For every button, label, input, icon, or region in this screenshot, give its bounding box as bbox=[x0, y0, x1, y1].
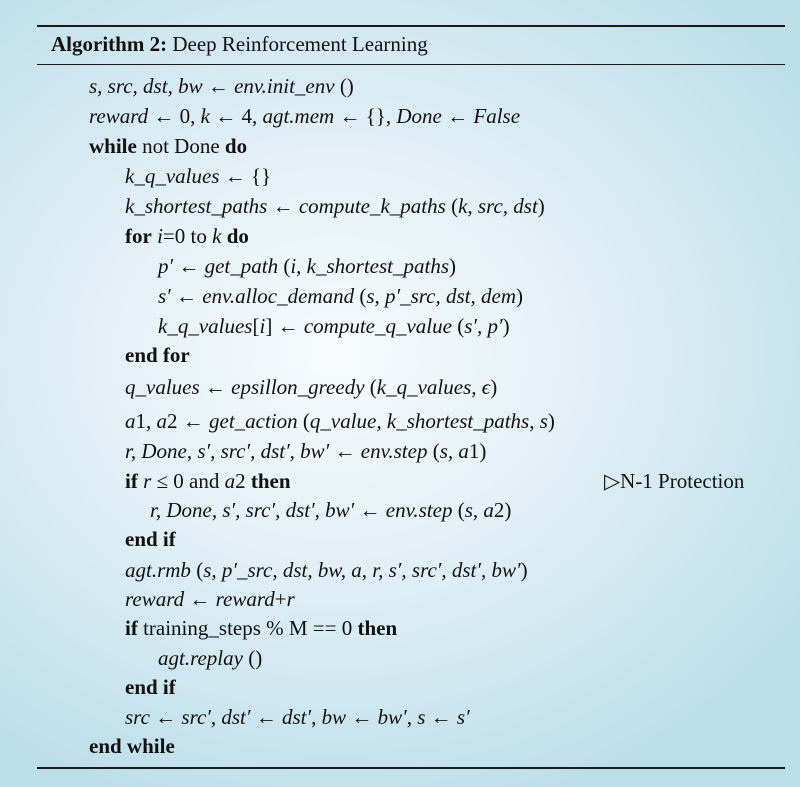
line-code: if r ≤ 0 and a2 then bbox=[125, 469, 291, 493]
line-code: if training_steps % M == 0 then bbox=[125, 616, 398, 640]
line-code: while not Done do bbox=[89, 134, 248, 158]
top-rule bbox=[37, 25, 785, 27]
bottom-rule bbox=[37, 767, 785, 769]
line-code: s′ ← env.alloc_demand (s, p′_src, dst, dem) bbox=[158, 284, 523, 308]
header-rule bbox=[37, 64, 785, 65]
line-code: reward ← reward+r bbox=[125, 587, 295, 611]
algorithm-title: Deep Reinforcement Learning bbox=[172, 32, 428, 56]
line-code: p′ ← get_path (i, k_shortest_paths) bbox=[158, 254, 457, 278]
line-code: k_shortest_paths ← compute_k_paths (k, src, dst) bbox=[125, 194, 545, 218]
line-code: k_q_values[i] ← compute_q_value (s′, p′) bbox=[158, 314, 510, 338]
line-code: r, Done, s′, src′, dst′, bw′ ← env.step (s, a2) bbox=[150, 498, 512, 522]
line-code: agt.replay () bbox=[158, 646, 263, 670]
line-code: agt.rmb (s, p′_src, dst, bw, a, r, s′, src′, dst′, bw′) bbox=[125, 558, 528, 582]
line-comment: ▷N-1 Protection bbox=[604, 469, 745, 493]
line-code: src ← src′, dst′ ← dst′, bw ← bw′, s ← s′ bbox=[125, 705, 470, 729]
line-code: a1, a2 ← get_action (q_value, k_shortest_paths, s) bbox=[125, 409, 555, 433]
line-code: s, src, dst, bw ← env.init_env () bbox=[89, 74, 354, 98]
algorithm-label: Algorithm 2: bbox=[51, 32, 168, 56]
line-code: k_q_values ← {} bbox=[125, 164, 272, 188]
line-code: r, Done, s′, src′, dst′, bw′ ← env.step (s, a1) bbox=[125, 439, 487, 463]
line-code: end if bbox=[125, 675, 176, 699]
line-code: end while bbox=[89, 734, 175, 758]
line-code: for i=0 to k do bbox=[125, 224, 249, 248]
line-code: end for bbox=[125, 343, 190, 367]
line-code: reward ← 0, k ← 4, agt.mem ← {}, Done ← False bbox=[89, 104, 521, 128]
line-code: end if bbox=[125, 527, 176, 551]
line-code: q_values ← epsillon_greedy (k_q_values, ϵ) bbox=[125, 375, 498, 399]
algorithm-header bbox=[51, 30, 428, 58]
